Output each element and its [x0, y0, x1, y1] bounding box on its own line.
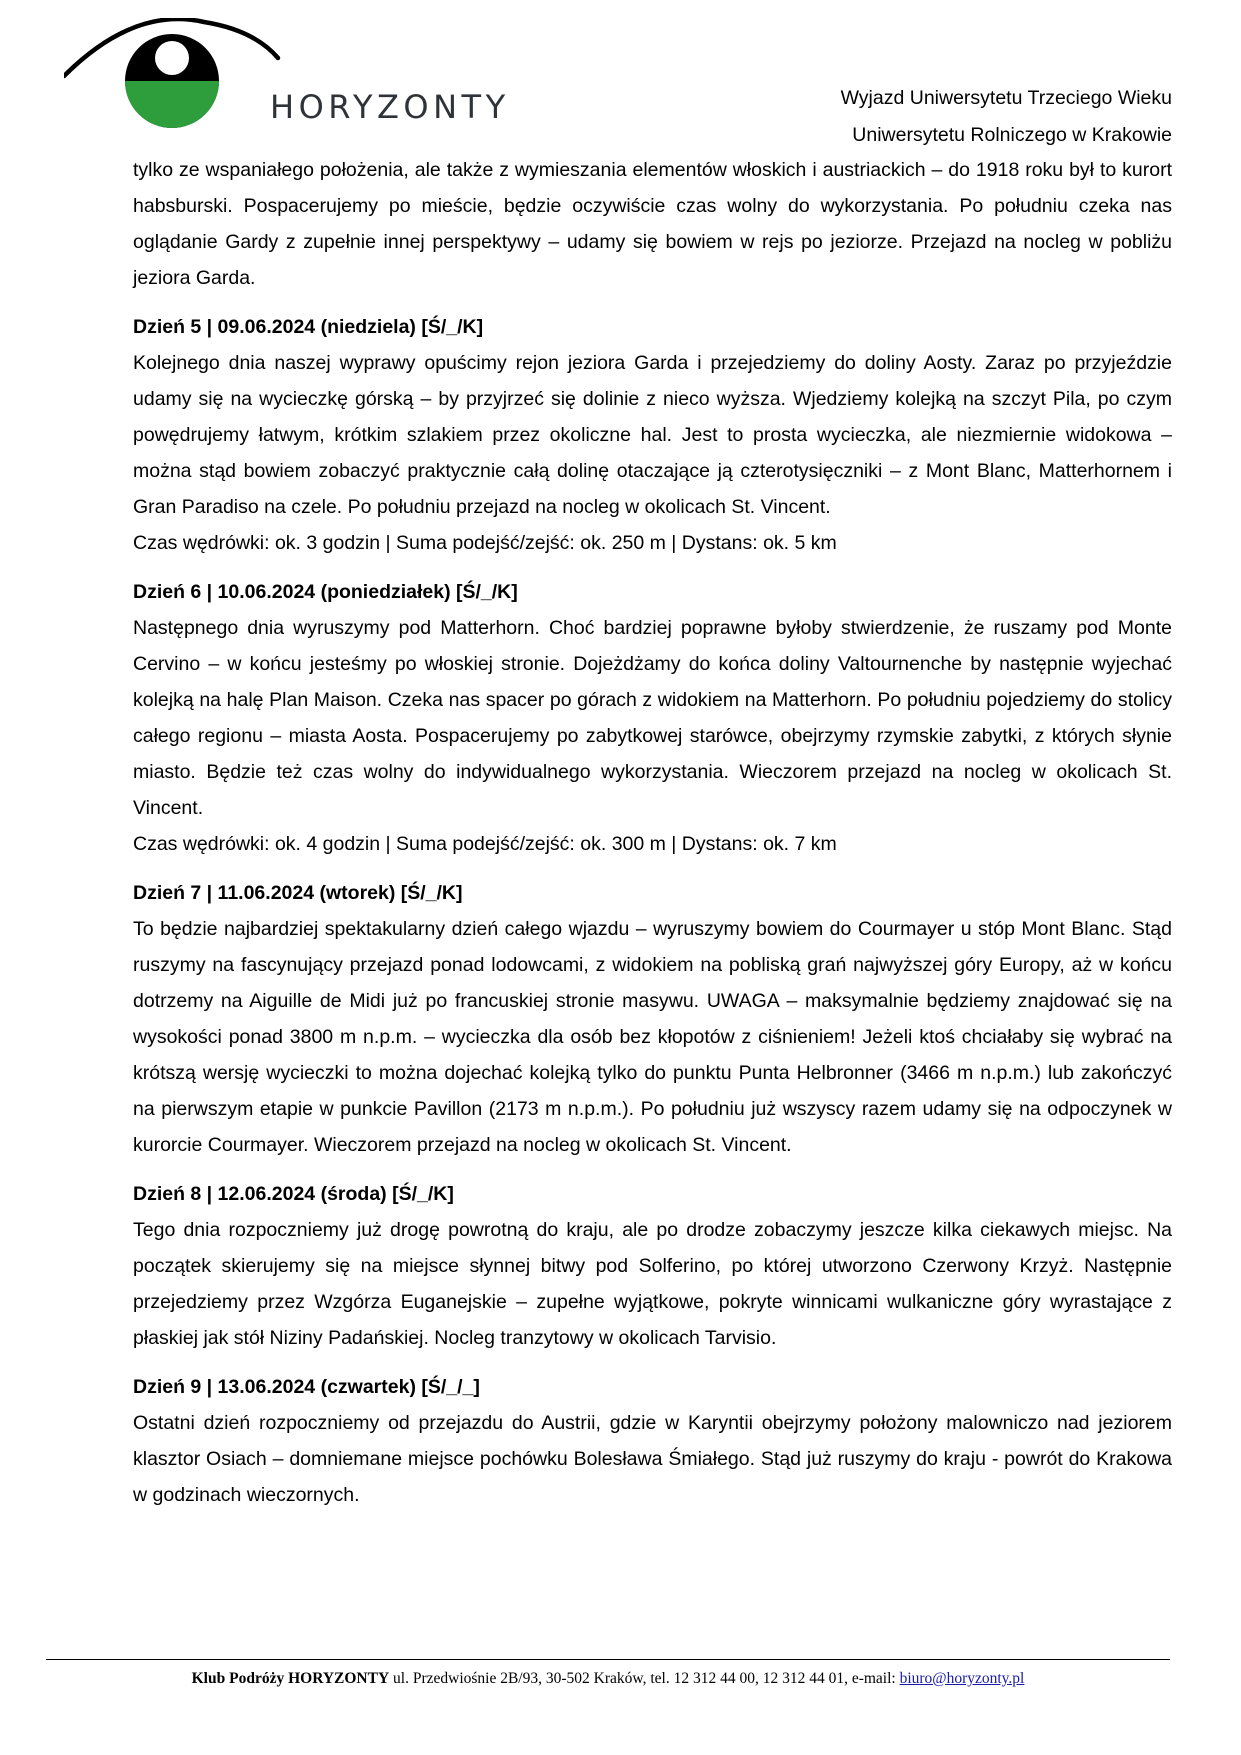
horyzonty-logo — [64, 18, 524, 143]
day-title: Dzień 8 | 12.06.2024 (środa) [Ś/_/K] — [133, 1183, 454, 1205]
day-description: Następnego dnia wyruszymy pod Matterhorn. Choć bardziej poprawne byłoby stwierdzenie, że ruszamy pod Monte Cervino – w końcu jesteśmy po włoskiej stronie. Dojeżdżamy do końca doliny Valtournenche by następnie wyjechać kolejką na halę Plan Maison. Czeka nas spacer po górach z widokiem na Matterhorn. Po południu pojedziemy do stolicy całego regionu – miasta Aosta. Pospacerujemy po zabytkowej starówce, obejrzymy rzymskie zabytki, z których słynie miasto. Będzie też czas wolny do indywidualnego wykorzystania. Wieczorem przejazd na nocleg w okolicach St. Vincent. — [133, 617, 1172, 819]
day-5 — [133, 309, 1172, 561]
itinerary — [133, 152, 1172, 1513]
document-header — [841, 80, 1172, 154]
day-title: Dzień 5 | 09.06.2024 (niedziela) [Ś/_/K] — [133, 316, 484, 338]
header-line-2: Uniwersytetu Rolniczego w Krakowie — [852, 124, 1172, 146]
footer-divider — [46, 1659, 1170, 1660]
day-9 — [133, 1369, 1172, 1513]
footer-address: ul. Przedwiośnie 2B/93, 30-502 Kraków, tel. 12 312 44 00, 12 312 44 01, e-mail: — [389, 1670, 900, 1687]
day-title: Dzień 6 | 10.06.2024 (poniedziałek) [Ś/_/K] — [133, 581, 518, 603]
header-line-1: Wyjazd Uniwersytetu Trzeciego Wieku — [840, 87, 1172, 109]
day-description: Ostatni dzień rozpoczniemy od przejazdu do Austrii, gdzie w Karyntii obejrzymy położony malowniczo nad jeziorem klasztor Osiach – domniemane miejsce pochówku Bolesława Śmiałego. Stąd już ruszymy do kraju - powrót do Krakowa w godzinach wieczornych. — [133, 1412, 1172, 1506]
day-title: Dzień 7 | 11.06.2024 (wtorek) [Ś/_/K] — [133, 882, 463, 904]
brand-name: HORYZONTY — [270, 88, 510, 126]
footer — [46, 1670, 1170, 1688]
day-8 — [133, 1176, 1172, 1356]
footer-email-link[interactable]: biuro@horyzonty.pl — [899, 1670, 1025, 1687]
hike-stats: Czas wędrówki: ok. 3 godzin | Suma podejść/zejść: ok. 250 m | Dystans: ok. 5 km — [133, 532, 837, 554]
day-7 — [133, 875, 1172, 1163]
day-description: Kolejnego dnia naszej wyprawy opuścimy rejon jeziora Garda i przejedziemy do doliny Aosty. Zaraz po przyjeździe udamy się na wycieczkę górską – by przyjrzeć się dolinie z nieco wyższa. Wjedziemy kolejką na szczyt Pila, po czym powędrujemy łatwym, krótkim szlakiem przez okoliczne hal. Jest to prosta wycieczka, ale niezmiernie widokowa – można stąd bowiem zobaczyć praktycznie całą dolinę otaczające ją czterotysięczniki – z Mont Blanc, Matterhornem i Gran Paradiso na czele. Po południu przejazd na nocleg w okolicach St. Vincent. — [133, 352, 1172, 518]
intro-paragraph: tylko ze wspaniałego położenia, ale także z wymieszania elementów włoskich i austriackich – do 1918 roku był to kurort habsburski. Pospacerujemy po mieście, będzie oczywiście czas wolny do wykorzystania. Po południu czeka nas oglądanie Gardy z zupełnie innej perspektywy – udamy się bowiem w rejs po jeziorze. Przejazd na nocleg w pobliżu jeziora Garda. — [133, 159, 1172, 289]
day-6 — [133, 574, 1172, 862]
day-title: Dzień 9 | 13.06.2024 (czwartek) [Ś/_/_] — [133, 1376, 480, 1398]
day-description: To będzie najbardziej spektakularny dzień całego wjazdu – wyruszymy bowiem do Courmayer u stóp Mont Blanc. Stąd ruszymy na fascynujący przejazd ponad lodowcami, z widokiem na pobliską grań najwyższej góry Europy, aż w końcu dotrzemy na Aiguille de Midi już po francuskiej stronie masywu. UWAGA – maksymalnie będziemy znajdować się na wysokości ponad 3800 m n.p.m. – wycieczka dla osób bez kłopotów z ciśnieniem! Jeżeli ktoś chciałaby się wybrać na krótszą wersję wycieczki to można dojechać kolejką tylko do punktu Punta Helbronner (3466 m n.p.m.) lub zakończyć na pierwszym etapie w punkcie Pavillon (2173 m n.p.m.). Po południu już wszyscy razem udamy się na odpoczynek w kurorcie Courmayer. Wieczorem przejazd na nocleg w okolicach St. Vincent. — [133, 918, 1172, 1156]
footer-company-name: Klub Podróży HORYZONTY — [191, 1670, 390, 1687]
day-description: Tego dnia rozpoczniemy już drogę powrotną do kraju, ale po drodze zobaczymy jeszcze kilka ciekawych miejsc. Na początek skierujemy się na miejsce słynnej bitwy pod Solferino, po której utworzono Czerwony Krzyż. Następnie przejedziemy przez Wzgórza Euganejskie – zupełne wyjątkowe, pokryte winnicami wulkaniczne góry wyrastające z płaskiej jak stół Niziny Padańskiej. Nocleg tranzytowy w okolicach Tarvisio. — [133, 1219, 1172, 1349]
hike-stats: Czas wędrówki: ok. 4 godzin | Suma podejść/zejść: ok. 300 m | Dystans: ok. 7 km — [133, 833, 837, 855]
